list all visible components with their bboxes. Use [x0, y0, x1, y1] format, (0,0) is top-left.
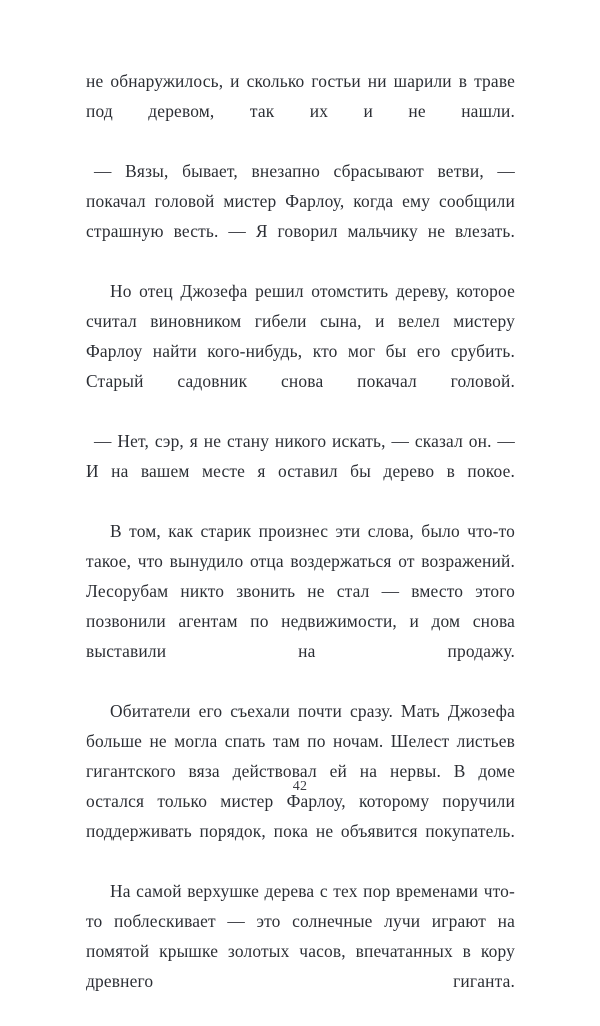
- page-text-block: [86, 66, 515, 1026]
- paragraph-continuation: не обнаружилось, и сколько гостьи ни шарили в траве под деревом, так их и не нашли.: [86, 71, 515, 121]
- paragraph-body-3: Обитатели его съехали почти сразу. Мать Джозефа больше не могла спать там по ночам. Шелест листьев гигантского вяза действовал ей на нервы. В доме остался только мистер Фарлоу, которому поручили поддерживать порядок, пока не объявится покупатель.: [86, 701, 515, 841]
- page-number: 42: [292, 779, 308, 794]
- paragraph-body-4: На самой верхушке дерева с тех пор временами что-то поблескивает — это солнечные лучи играют на помятой крышке золотых часов, впечатанных в кору древнего гиганта.: [86, 881, 515, 991]
- paragraph-body-1: Но отец Джозефа решил отомстить дереву, которое считал виновником гибели сына, и велел мистеру Фарлоу найти кого-нибудь, кто мог бы его срубить. Старый садовник снова покачал головой.: [86, 281, 515, 391]
- paragraph-dialogue-2: — Нет, сэр, я не стану никого искать, — сказал он. — И на вашем месте я оставил бы дерево в покое.: [86, 431, 515, 481]
- paragraph-body-2: В том, как старик произнес эти слова, было что-то такое, что вынудило отца воздержаться от возражений. Лесорубам никто звонить не стал — вместо этого позвонили агентам по недвижимости, и дом снова выставили на продажу.: [86, 521, 515, 661]
- paragraph-dialogue-1: — Вязы, бывает, внезапно сбрасывают ветви, — покачал головой мистер Фарлоу, когда ему сообщили страшную весть. — Я говорил мальчику не влезать.: [86, 161, 515, 241]
